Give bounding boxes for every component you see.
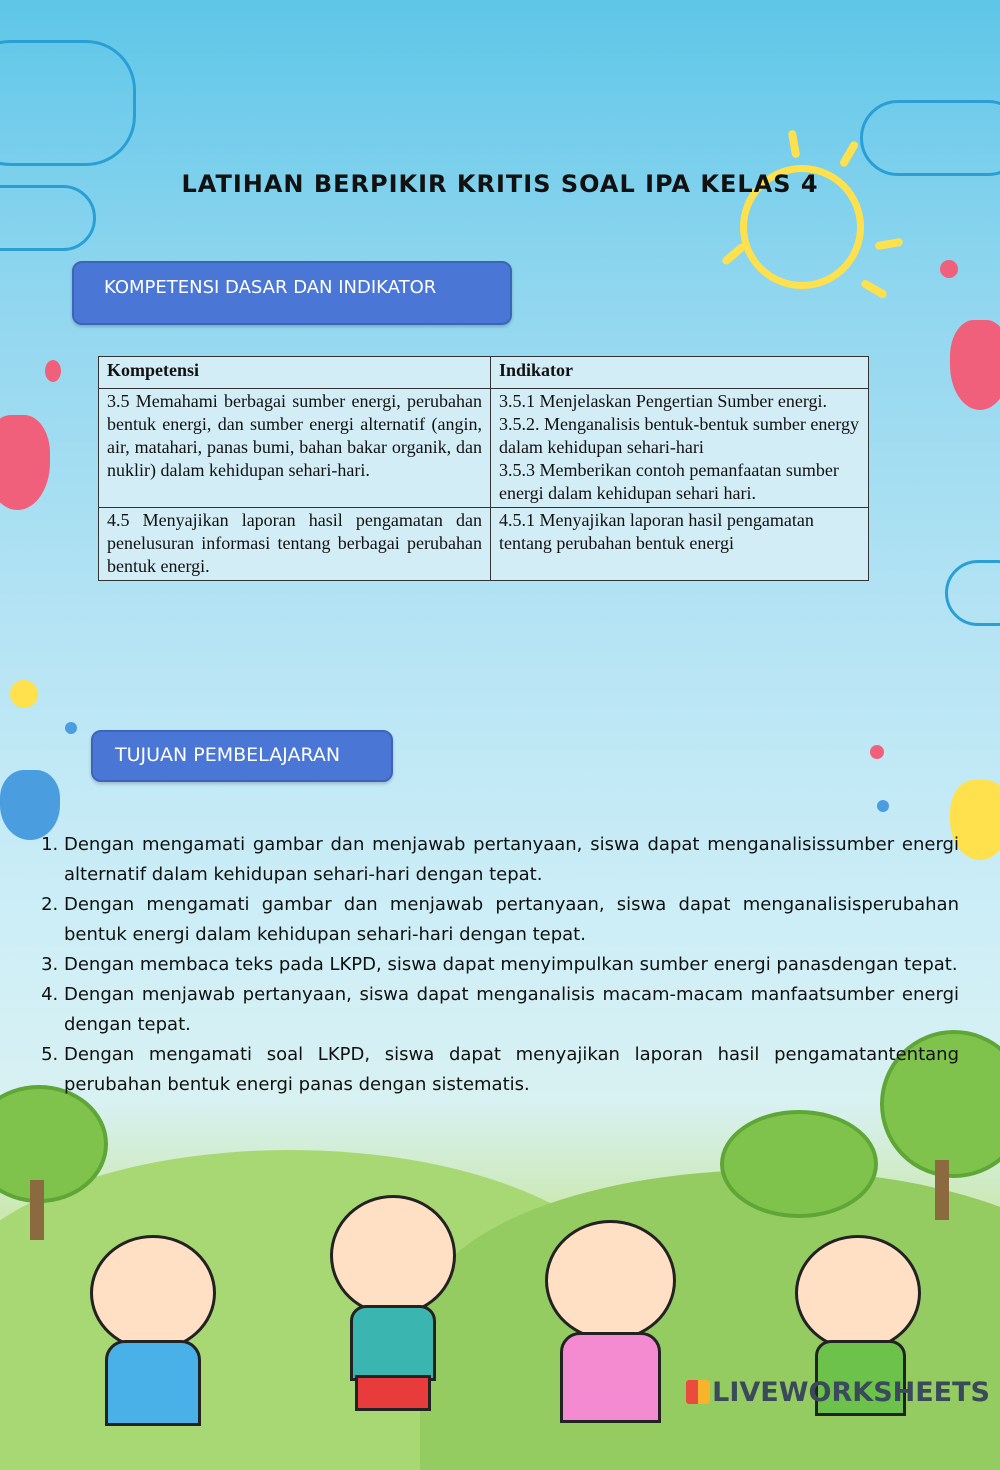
page-title: LATIHAN BERPIKIR KRITIS SOAL IPA KELAS 4: [181, 170, 819, 198]
indicator-item: 3.5.2. Menganalisis bentuk-bentuk sumber energy dalam kehidupan sehari-hari: [498, 414, 860, 457]
tree-trunk: [935, 1160, 949, 1220]
table-cell-indikator: [490, 508, 868, 581]
table-cell-indikator: [490, 389, 868, 508]
cloud-icon: [945, 560, 1000, 626]
sun-ray: [875, 238, 904, 251]
sun-ray: [839, 140, 860, 168]
table-header-cell: Indikator: [490, 357, 868, 389]
dot-decoration: [65, 722, 77, 734]
handprint-icon: [950, 320, 1000, 410]
list-item: 5. Dengan mengamati soal LKPD, siswa dapat menyajikan laporan hasil pengamatantentang perubahan bentuk energi panas dengan sistematis.: [64, 1040, 959, 1100]
tree-trunk: [30, 1180, 44, 1240]
section-header-kompetensi: [72, 261, 512, 325]
sun-ray: [721, 242, 748, 266]
sun-ray: [860, 279, 888, 300]
indicator-item: 4.5.1 Menyajikan laporan hasil pengamatan tentang perubahan bentuk energi: [498, 510, 814, 553]
dot-decoration: [877, 800, 889, 812]
table-header-cell: Kompetensi: [99, 357, 491, 389]
table-row: [99, 508, 869, 581]
sun-ray: [788, 130, 801, 159]
list-item: 2. Dengan mengamati gambar dan menjawab pertanyaan, siswa dapat menganalisisperubahan bentuk energi dalam kehidupan sehari-hari dengan tepat.: [64, 890, 959, 950]
liveworksheets-icon: [686, 1380, 710, 1404]
indicator-item: 3.5.3 Memberikan contoh pemanfaatan sumber energi dalam kehidupan sehari hari.: [498, 460, 839, 503]
competency-table: [98, 356, 869, 581]
learning-objectives-list: [30, 830, 959, 1100]
cloud-icon: [860, 100, 1000, 176]
handprint-icon: [0, 415, 50, 510]
table-cell-kompetensi: 3.5 Memahami berbagai sumber energi, perubahan bentuk energi, dan sumber energi alternatif (angin, air, matahari, panas bumi, bahan bakar organik, dan nuklir) dalam kehidupan sehari-hari.: [99, 389, 491, 508]
liveworksheets-logo: [686, 1377, 990, 1408]
dot-decoration: [870, 745, 884, 759]
watermark-text: LIVEWORKSHEETS: [712, 1377, 990, 1408]
section-header-label: KOMPETENSI DASAR DAN INDIKATOR: [104, 277, 437, 298]
bush-icon: [720, 1110, 878, 1218]
table-cell-kompetensi: 4.5 Menyajikan laporan hasil pengamatan dan penelusuran informasi tentang berbagai perubahan bentuk energi.: [99, 508, 491, 581]
section-header-tujuan: [91, 730, 393, 782]
indicator-item: 3.5.1 Menjelaskan Pengertian Sumber energi.: [498, 391, 828, 411]
cloud-icon: [0, 40, 136, 166]
table-row: [99, 389, 869, 508]
table-header-row: [99, 357, 869, 389]
dot-decoration: [45, 360, 61, 382]
list-item: 4. Dengan menjawab pertanyaan, siswa dapat menganalisis macam-macam manfaatsumber energi dengan tepat.: [64, 980, 959, 1040]
dot-decoration: [940, 260, 958, 278]
dot-decoration: [10, 680, 38, 708]
list-item: 3. Dengan membaca teks pada LKPD, siswa dapat menyimpulkan sumber energi panasdengan tepat.: [64, 950, 959, 980]
list-item: 1. Dengan mengamati gambar dan menjawab pertanyaan, siswa dapat menganalisissumber energi alternatif dalam kehidupan sehari-hari dengan tepat.: [64, 830, 959, 890]
section-header-label: TUJUAN PEMBELAJARAN: [115, 744, 341, 766]
